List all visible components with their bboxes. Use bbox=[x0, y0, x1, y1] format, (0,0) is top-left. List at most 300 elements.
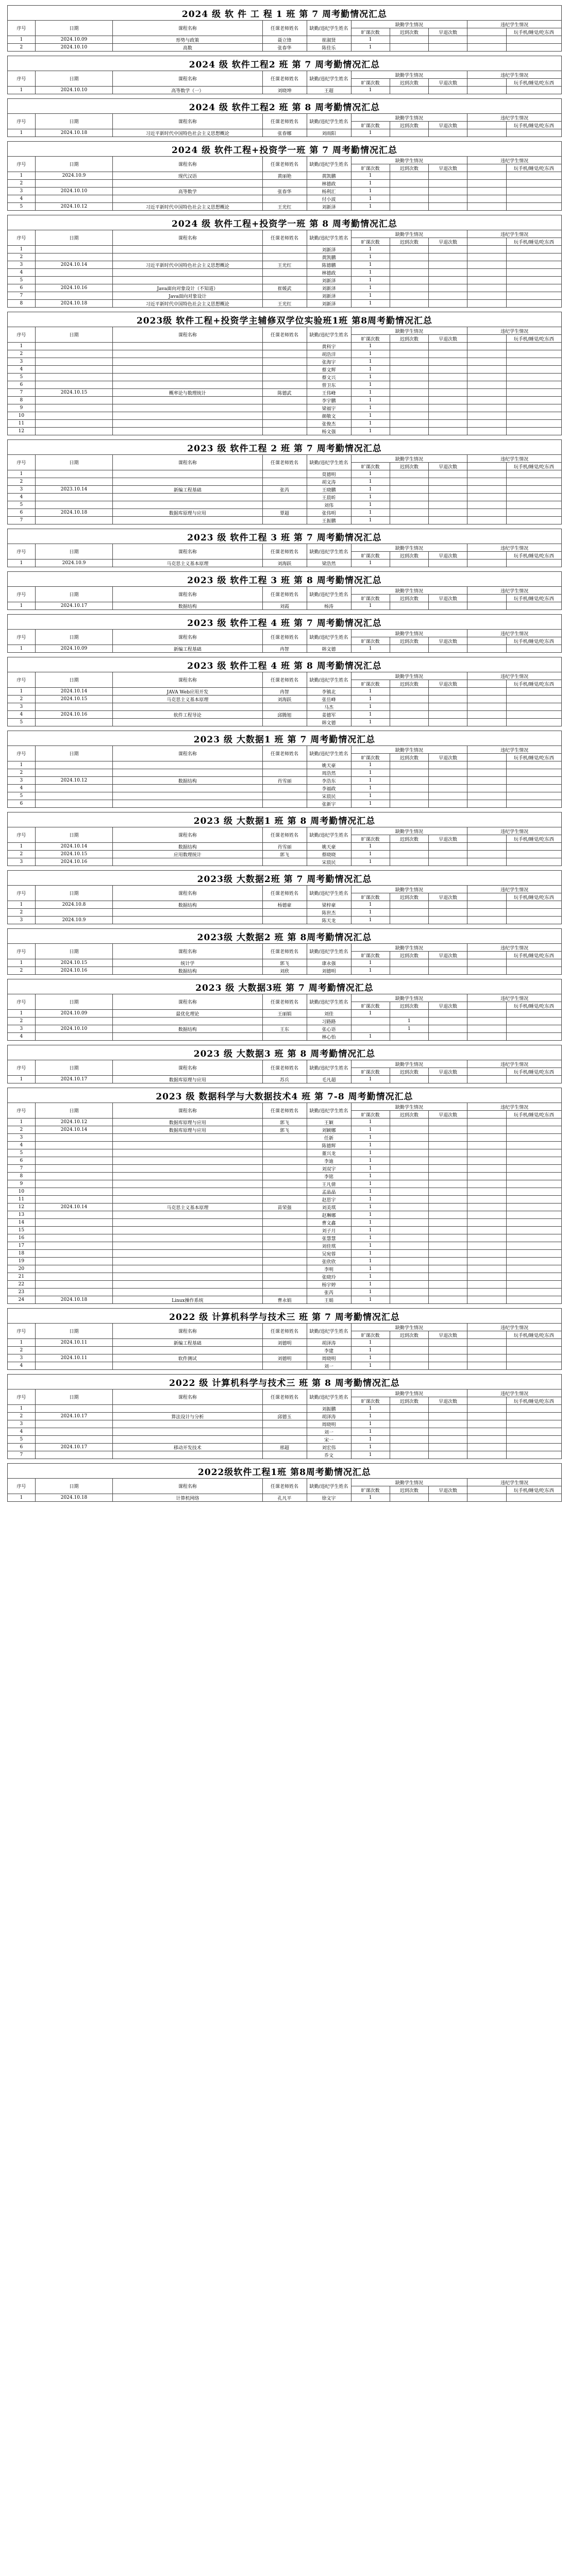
table-cell: 1 bbox=[351, 909, 390, 917]
table-cell bbox=[390, 851, 428, 858]
table-cell bbox=[113, 1211, 262, 1219]
table-cell bbox=[262, 494, 307, 501]
table-cell bbox=[429, 486, 467, 494]
table-cell bbox=[390, 1118, 428, 1126]
table-cell: Java面向对象设计（不知道） bbox=[113, 284, 262, 292]
table-cell: 1 bbox=[351, 517, 390, 524]
table-cell bbox=[113, 1281, 262, 1289]
table-cell: 5 bbox=[8, 792, 36, 800]
table-cell: 1 bbox=[8, 87, 36, 94]
table-cell bbox=[429, 253, 467, 261]
table-cell bbox=[113, 1265, 262, 1273]
header-student: 缺勤/违纪学生姓名 bbox=[307, 994, 351, 1010]
table-cell bbox=[390, 785, 428, 792]
table-cell bbox=[113, 1258, 262, 1265]
table-cell bbox=[390, 509, 428, 517]
attendance-table bbox=[7, 614, 562, 653]
header-blank bbox=[467, 122, 506, 129]
header-seq: 序号 bbox=[8, 886, 36, 901]
table-cell: 邢超 bbox=[262, 1444, 307, 1451]
table-cell bbox=[113, 1428, 262, 1436]
table-cell bbox=[429, 1188, 467, 1196]
header-blank bbox=[467, 952, 506, 959]
table-cell: 4 bbox=[8, 195, 36, 203]
header-teacher: 任课老师姓名 bbox=[262, 544, 307, 560]
table-cell: 6 bbox=[8, 284, 36, 292]
table-cell: 23 bbox=[8, 1289, 36, 1296]
table-cell bbox=[506, 1188, 562, 1196]
header-phone: 玩手机/睡觉/吃东西 bbox=[506, 637, 562, 645]
table-cell: 2024.10.17 bbox=[35, 1413, 113, 1420]
header-leave-early: 早退次数 bbox=[429, 238, 467, 246]
table-cell: 22 bbox=[8, 1281, 36, 1289]
table-cell bbox=[506, 87, 562, 94]
header-absence: 缺勤学生情况 bbox=[351, 1103, 467, 1111]
table-cell: 1 bbox=[8, 843, 36, 851]
table-cell: 习近平新时代中国特色社会主义思想概论 bbox=[113, 129, 262, 137]
table-cell: 王超 bbox=[307, 87, 351, 94]
header-late: 迟到次数 bbox=[390, 552, 428, 560]
table-cell: 1 bbox=[351, 172, 390, 180]
table-cell bbox=[467, 1196, 506, 1204]
table-cell bbox=[506, 719, 562, 726]
table-cell bbox=[506, 253, 562, 261]
table-cell: 李建 bbox=[307, 1347, 351, 1354]
section-title: 2023 级 大数据3 班 第 8 周考勤情况汇总 bbox=[8, 1045, 562, 1060]
table-cell bbox=[467, 1142, 506, 1149]
table-row bbox=[8, 381, 562, 389]
table-cell bbox=[113, 1196, 262, 1204]
table-cell: 1 bbox=[351, 277, 390, 284]
table-cell bbox=[113, 494, 262, 501]
header-date: 日期 bbox=[35, 157, 113, 172]
attendance-table bbox=[7, 979, 562, 1041]
table-cell bbox=[390, 389, 428, 397]
header-truancy: 旷课次数 bbox=[351, 1002, 390, 1010]
header-phone: 玩手机/睡觉/吃东西 bbox=[506, 1111, 562, 1118]
table-cell: 1 bbox=[351, 494, 390, 501]
table-cell: 2024.10.16 bbox=[35, 967, 113, 975]
table-cell: 5 bbox=[8, 1436, 36, 1444]
header-blank bbox=[467, 552, 506, 560]
header-absence: 缺勤学生情况 bbox=[351, 71, 467, 79]
table-cell: 9 bbox=[8, 1180, 36, 1188]
table-cell bbox=[113, 703, 262, 711]
table-cell bbox=[35, 1242, 113, 1250]
attendance-section bbox=[7, 5, 562, 52]
header-seq: 序号 bbox=[8, 672, 36, 688]
header-course: 课程名称 bbox=[113, 230, 262, 246]
table-cell bbox=[113, 517, 262, 524]
table-cell: 1 bbox=[351, 428, 390, 435]
header-blank bbox=[467, 1397, 506, 1405]
table-cell bbox=[262, 1289, 307, 1296]
table-cell: 蔡文辉 bbox=[307, 366, 351, 374]
table-cell: 2024.10.12 bbox=[35, 1118, 113, 1126]
header-truancy: 旷课次数 bbox=[351, 463, 390, 470]
table-cell bbox=[467, 87, 506, 94]
table-cell bbox=[506, 1149, 562, 1157]
table-cell bbox=[262, 397, 307, 404]
table-cell: 7 bbox=[8, 389, 36, 397]
table-cell bbox=[390, 374, 428, 381]
table-cell bbox=[390, 843, 428, 851]
table-cell bbox=[262, 800, 307, 808]
table-cell bbox=[113, 1347, 262, 1354]
table-cell: 15 bbox=[8, 1227, 36, 1234]
table-cell: 马克思主义基本原理 bbox=[113, 560, 262, 567]
section-title: 2023 级 软件工程 4 班 第 8 周考勤情况汇总 bbox=[8, 657, 562, 672]
table-cell bbox=[262, 277, 307, 284]
table-cell bbox=[262, 1428, 307, 1436]
table-cell bbox=[262, 1362, 307, 1370]
attendance-section bbox=[7, 812, 562, 866]
table-cell bbox=[467, 1436, 506, 1444]
header-absence: 缺勤学生情况 bbox=[351, 886, 467, 893]
table-cell bbox=[390, 292, 428, 300]
table-cell bbox=[467, 761, 506, 769]
table-cell: 邱腾旭 bbox=[262, 711, 307, 719]
header-truancy: 旷课次数 bbox=[351, 1111, 390, 1118]
table-cell: 1 bbox=[351, 1242, 390, 1250]
attendance-section bbox=[7, 731, 562, 808]
table-cell bbox=[467, 428, 506, 435]
table-cell: 7 bbox=[8, 1165, 36, 1173]
table-cell bbox=[429, 188, 467, 195]
table-cell bbox=[506, 696, 562, 703]
header-phone: 玩手机/睡觉/吃东西 bbox=[506, 595, 562, 602]
table-cell bbox=[506, 1173, 562, 1180]
table-cell: 1 bbox=[8, 1494, 36, 1502]
table-row bbox=[8, 172, 562, 180]
table-cell: 11 bbox=[8, 1196, 36, 1204]
table-cell: 1 bbox=[351, 1211, 390, 1219]
table-cell: 2024.10.18 bbox=[35, 509, 113, 517]
table-cell: 1 bbox=[351, 420, 390, 428]
table-cell: 5 bbox=[8, 374, 36, 381]
table-cell bbox=[262, 350, 307, 358]
table-cell bbox=[390, 711, 428, 719]
table-cell: 1 bbox=[8, 901, 36, 909]
header-violation: 违纪学生情况 bbox=[467, 455, 562, 463]
table-cell bbox=[506, 494, 562, 501]
table-row bbox=[8, 1188, 562, 1196]
table-cell bbox=[35, 1188, 113, 1196]
table-cell: 1 bbox=[8, 129, 36, 137]
table-cell: 刘双宇 bbox=[307, 1165, 351, 1173]
header-seq: 序号 bbox=[8, 746, 36, 761]
table-cell bbox=[506, 350, 562, 358]
table-cell bbox=[390, 1347, 428, 1354]
table-cell: 王晓鹏 bbox=[307, 486, 351, 494]
table-cell: 1 bbox=[351, 470, 390, 478]
attendance-section bbox=[7, 56, 562, 94]
header-late: 迟到次数 bbox=[390, 28, 428, 36]
table-row bbox=[8, 602, 562, 610]
header-blank bbox=[467, 28, 506, 36]
table-cell bbox=[35, 470, 113, 478]
table-cell bbox=[390, 917, 428, 924]
table-row bbox=[8, 777, 562, 785]
table-cell: 2024.10.18 bbox=[35, 1296, 113, 1304]
table-cell: 1 bbox=[8, 470, 36, 478]
header-leave-early: 早退次数 bbox=[429, 122, 467, 129]
table-cell: 1 bbox=[351, 412, 390, 420]
table-cell bbox=[390, 696, 428, 703]
table-row bbox=[8, 1142, 562, 1149]
table-cell bbox=[467, 1273, 506, 1281]
table-cell: 郭飞 bbox=[262, 1118, 307, 1126]
table-cell bbox=[429, 44, 467, 52]
table-cell: 孟晶晶 bbox=[307, 1188, 351, 1196]
attendance-table bbox=[7, 1374, 562, 1459]
table-cell bbox=[506, 1234, 562, 1242]
table-cell bbox=[113, 909, 262, 917]
table-cell bbox=[467, 517, 506, 524]
table-cell: 曹永娟 bbox=[262, 1296, 307, 1304]
table-row bbox=[8, 203, 562, 211]
table-cell: 数据结构 bbox=[113, 967, 262, 975]
header-date: 日期 bbox=[35, 587, 113, 602]
table-cell bbox=[506, 800, 562, 808]
table-cell bbox=[467, 1173, 506, 1180]
table-cell: 6 bbox=[8, 800, 36, 808]
header-phone: 玩手机/睡觉/吃东西 bbox=[506, 893, 562, 901]
table-cell: 1 bbox=[351, 180, 390, 188]
header-date: 日期 bbox=[35, 1324, 113, 1339]
table-cell: 2 bbox=[8, 909, 36, 917]
table-cell: 2 bbox=[8, 1413, 36, 1420]
table-cell bbox=[429, 1420, 467, 1428]
table-cell: 形势与政策 bbox=[113, 36, 262, 44]
table-cell: 数据库原理与应用 bbox=[113, 509, 262, 517]
table-cell: 数据库原理与应用 bbox=[113, 1126, 262, 1134]
table-cell: 张晓玲 bbox=[307, 1273, 351, 1281]
table-cell: 6 bbox=[8, 381, 36, 389]
table-cell: 王东 bbox=[262, 1025, 307, 1033]
table-cell bbox=[390, 188, 428, 195]
table-cell bbox=[390, 1204, 428, 1211]
table-cell: 数据库原理与应用 bbox=[113, 1118, 262, 1126]
table-cell: 梁福宇 bbox=[307, 404, 351, 412]
table-cell bbox=[113, 792, 262, 800]
table-cell bbox=[467, 253, 506, 261]
table-cell bbox=[506, 1142, 562, 1149]
table-cell bbox=[390, 959, 428, 967]
table-cell: 2024.10.12 bbox=[35, 777, 113, 785]
table-row bbox=[8, 374, 562, 381]
table-cell: 21 bbox=[8, 1273, 36, 1281]
table-cell bbox=[429, 129, 467, 137]
table-cell: 1 bbox=[351, 761, 390, 769]
table-cell bbox=[506, 785, 562, 792]
table-cell bbox=[35, 1018, 113, 1025]
table-cell bbox=[262, 1347, 307, 1354]
table-cell bbox=[35, 1165, 113, 1173]
table-cell bbox=[262, 1258, 307, 1265]
table-cell: 14 bbox=[8, 1219, 36, 1227]
table-cell: 肖雪丽 bbox=[262, 777, 307, 785]
table-cell bbox=[35, 1362, 113, 1370]
table-cell: 11 bbox=[8, 420, 36, 428]
table-cell: 1 bbox=[351, 858, 390, 866]
header-late: 迟到次数 bbox=[390, 238, 428, 246]
table-cell: 1 bbox=[351, 203, 390, 211]
table-cell bbox=[262, 269, 307, 277]
table-cell bbox=[390, 800, 428, 808]
table-cell: 1 bbox=[8, 602, 36, 610]
table-cell bbox=[429, 959, 467, 967]
table-cell bbox=[262, 858, 307, 866]
header-leave-early: 早退次数 bbox=[429, 463, 467, 470]
table-cell: 5 bbox=[8, 203, 36, 211]
table-cell bbox=[429, 1234, 467, 1242]
table-cell bbox=[429, 420, 467, 428]
table-cell bbox=[506, 1180, 562, 1188]
header-late: 迟到次数 bbox=[390, 122, 428, 129]
table-cell bbox=[429, 172, 467, 180]
section-title: 2023级 大数据2 班 第 8周考勤情况汇总 bbox=[8, 929, 562, 944]
table-cell bbox=[113, 1188, 262, 1196]
header-truancy: 旷课次数 bbox=[351, 1397, 390, 1405]
table-cell: 1 bbox=[8, 761, 36, 769]
table-cell: 2024.10.15 bbox=[35, 389, 113, 397]
header-blank bbox=[467, 1486, 506, 1494]
table-cell bbox=[262, 1265, 307, 1273]
table-cell bbox=[429, 688, 467, 696]
header-violation: 违纪学生情况 bbox=[467, 1103, 562, 1111]
table-cell: 张欣欣 bbox=[307, 1258, 351, 1265]
header-student: 缺勤/违纪学生姓名 bbox=[307, 71, 351, 87]
table-cell bbox=[429, 404, 467, 412]
table-cell: 7 bbox=[8, 1451, 36, 1459]
table-cell bbox=[262, 792, 307, 800]
table-cell: 李福政 bbox=[307, 785, 351, 792]
table-cell bbox=[35, 381, 113, 389]
table-cell bbox=[390, 478, 428, 486]
table-row bbox=[8, 1076, 562, 1083]
table-cell bbox=[506, 1428, 562, 1436]
table-cell: 聂立锋 bbox=[262, 36, 307, 44]
table-cell bbox=[467, 1118, 506, 1126]
table-cell bbox=[429, 180, 467, 188]
table-cell: 20 bbox=[8, 1265, 36, 1273]
table-cell: 刘德明 bbox=[262, 1339, 307, 1347]
table-cell bbox=[262, 1273, 307, 1281]
table-cell: 1 bbox=[351, 36, 390, 44]
table-row bbox=[8, 703, 562, 711]
table-cell bbox=[506, 1204, 562, 1211]
header-student: 缺勤/违纪学生姓名 bbox=[307, 327, 351, 343]
table-cell bbox=[467, 188, 506, 195]
header-violation: 违纪学生情况 bbox=[467, 1324, 562, 1331]
table-cell bbox=[429, 1173, 467, 1180]
header-leave-early: 早退次数 bbox=[429, 1486, 467, 1494]
table-row bbox=[8, 494, 562, 501]
header-teacher: 任课老师姓名 bbox=[262, 327, 307, 343]
table-cell bbox=[467, 246, 506, 253]
table-cell bbox=[113, 785, 262, 792]
table-cell bbox=[506, 180, 562, 188]
table-cell bbox=[113, 420, 262, 428]
table-cell: 1 bbox=[351, 1339, 390, 1347]
table-cell: 刘佳 bbox=[307, 1010, 351, 1018]
table-cell bbox=[506, 1444, 562, 1451]
table-row bbox=[8, 1165, 562, 1173]
table-cell: 8 bbox=[8, 397, 36, 404]
table-cell: 2 bbox=[8, 967, 36, 975]
section-title: 2022 级 计算机科学与技术三 班 第 7 周考勤情况汇总 bbox=[8, 1309, 562, 1324]
table-cell bbox=[390, 719, 428, 726]
table-cell: 12 bbox=[8, 428, 36, 435]
table-cell bbox=[429, 1258, 467, 1265]
table-cell: 1 bbox=[351, 560, 390, 567]
table-cell bbox=[35, 1234, 113, 1242]
table-row bbox=[8, 1273, 562, 1281]
table-cell: 马杰 bbox=[307, 703, 351, 711]
table-cell bbox=[506, 343, 562, 350]
table-cell bbox=[429, 269, 467, 277]
table-cell bbox=[506, 711, 562, 719]
table-cell: 1 bbox=[351, 129, 390, 137]
table-cell bbox=[262, 1250, 307, 1258]
header-phone: 玩手机/睡觉/吃东西 bbox=[506, 552, 562, 560]
table-cell bbox=[390, 1010, 428, 1018]
table-cell bbox=[35, 800, 113, 808]
table-cell bbox=[390, 1436, 428, 1444]
table-cell: 乔文 bbox=[307, 1451, 351, 1459]
section-title: 2023 级 大数据3班 第 7 周考勤情况汇总 bbox=[8, 979, 562, 994]
table-cell bbox=[429, 703, 467, 711]
attendance-section bbox=[7, 657, 562, 726]
table-cell bbox=[429, 412, 467, 420]
table-row bbox=[8, 1354, 562, 1362]
table-cell: 2023.10.14 bbox=[35, 486, 113, 494]
header-seq: 序号 bbox=[8, 157, 36, 172]
table-cell: 陈世杰 bbox=[307, 909, 351, 917]
table-cell bbox=[506, 1025, 562, 1033]
table-cell bbox=[467, 967, 506, 975]
table-cell bbox=[467, 1347, 506, 1354]
table-cell bbox=[467, 36, 506, 44]
table-cell bbox=[262, 1451, 307, 1459]
attendance-table bbox=[7, 812, 562, 866]
table-cell bbox=[262, 1018, 307, 1025]
attendance-table bbox=[7, 731, 562, 808]
table-cell bbox=[390, 1234, 428, 1242]
header-seq: 序号 bbox=[8, 455, 36, 470]
table-cell bbox=[35, 1180, 113, 1188]
table-row bbox=[8, 517, 562, 524]
table-cell: 习近平新时代中国特色社会主义思想概论 bbox=[113, 300, 262, 308]
table-cell: 付小波 bbox=[307, 195, 351, 203]
table-cell bbox=[506, 843, 562, 851]
table-cell bbox=[429, 1362, 467, 1370]
header-phone: 玩手机/睡觉/吃东西 bbox=[506, 164, 562, 172]
table-cell: 林德政 bbox=[307, 180, 351, 188]
table-cell bbox=[506, 858, 562, 866]
table-row bbox=[8, 761, 562, 769]
table-cell: 周晓明 bbox=[307, 1354, 351, 1362]
table-cell: 1 bbox=[351, 389, 390, 397]
table-cell: 韩文德 bbox=[307, 645, 351, 653]
table-row bbox=[8, 486, 562, 494]
table-cell: 黄科宇 bbox=[307, 343, 351, 350]
table-cell bbox=[35, 1219, 113, 1227]
table-cell bbox=[113, 428, 262, 435]
table-cell bbox=[262, 374, 307, 381]
table-cell bbox=[35, 1281, 113, 1289]
